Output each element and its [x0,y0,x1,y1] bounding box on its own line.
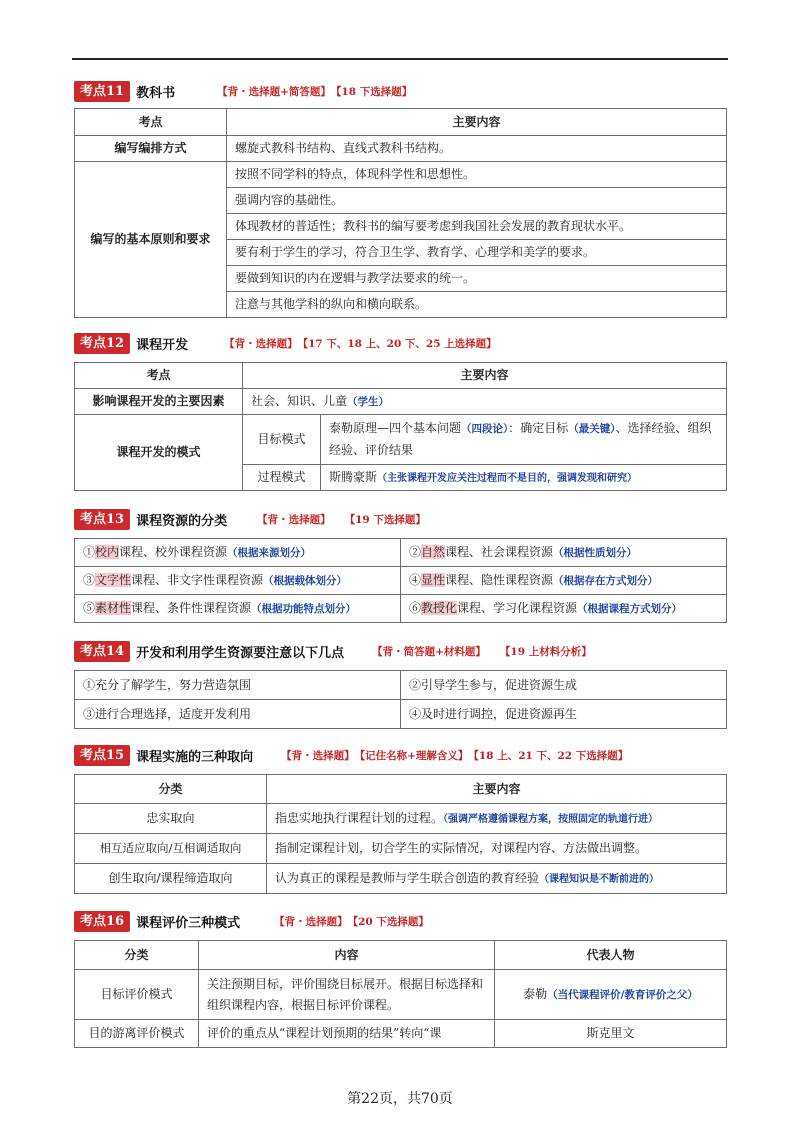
evaluation-table [74,940,727,1048]
row-person: 泰勒（当代课程评价/教育评价之父） [495,970,727,1020]
list-item: 体现教材的普适性；教科书的编写要考虑到我国社会发展的教育现状水平。 [227,214,727,240]
row-text: 螺旋式教科书结构、直线式教科书结构。 [227,136,727,162]
row-text: 社会、知识、儿童（学生） [243,389,727,415]
section-title: 开发和利用学生资源要注意以下几点 [136,645,345,661]
resource-cell: ⑤素材性课程、条件性课程资源（根据功能特点划分） [75,595,401,623]
section-11-header [74,80,412,102]
row-label: 相互适应取向/互相调适取向 [75,834,267,864]
row-label: 编写编排方式 [75,136,227,162]
section-14-header [74,640,592,662]
resource-cell: ①校内课程、校外课程资源（根据来源划分） [75,539,401,567]
section-note: 【背・选择题+简答题】 [217,85,331,98]
course-dev-table [74,362,727,491]
col-header: 分类 [75,775,267,804]
section-title: 教科书 [136,85,176,101]
row-label: 编写的基本原则和要求 [75,162,227,318]
resource-cell: ②自然课程、社会课程资源（根据性质划分） [401,539,727,567]
section-note: 【18 上、21 下、22 下选择题】 [468,749,629,762]
row-person: 斯克里文 [495,1020,727,1048]
section-note: 【背・选择题】 [257,513,331,526]
section-note: 【记住名称+理解含义】 [354,749,469,762]
mode-text: 泰勒原理—四个基本问题（四段论）：确定目标（最关键）、选择经验、组织经验、评价结果 [321,415,727,465]
top-rule [72,58,728,60]
section-13 [74,508,683,615]
section-note: 【19 上材料分析】 [499,645,592,658]
page-footer: 第22页，共70页 [347,1091,453,1107]
col-header: 主要内容 [227,109,727,136]
section-tag: 考点13 [74,509,130,530]
section-title: 课程资源的分类 [136,513,228,529]
section-tag: 考点16 [74,911,130,932]
list-item: 按照不同学科的特点，体现科学性和思想性。 [227,162,727,188]
mode-name: 过程模式 [243,465,321,491]
point-cell: ①充分了解学生，努力营造氛围 [75,671,401,700]
mode-name: 目标模式 [243,415,321,465]
row-text: 认为真正的课程是教师与学生联合创造的教育经验（课程知识是不断前进的） [267,864,727,894]
row-label: 忠实取向 [75,804,267,834]
section-note: 【背・选择题】 [274,915,348,928]
col-header: 代表人物 [495,941,727,970]
section-tag: 考点12 [74,333,130,354]
row-label: 创生取向/课程缔造取向 [75,864,267,894]
section-15-header [74,744,628,766]
row-text: 指制定课程计划，切合学生的实际情况，对课程内容、方法做出调整。 [267,834,727,864]
point-cell: ②引导学生参与，促进资源生成 [401,671,727,700]
col-header: 分类 [75,941,199,970]
resource-cell: ⑥教授化课程、学习化课程资源（根据课程方式划分） [401,595,727,623]
point-cell: ③进行合理选择，适度开发利用 [75,700,401,729]
section-11 [74,80,632,311]
resource-cell: ④显性课程、隐性课程资源（根据存在方式划分） [401,567,727,595]
col-header: 考点 [75,109,227,136]
resource-cell: ③文字性课程、非文字性课程资源（根据载体划分） [75,567,401,595]
point-cell: ④及时进行调控，促进资源再生 [401,700,727,729]
col-header: 考点 [75,363,243,389]
section-15 [74,744,660,885]
section-12-header [74,332,497,354]
col-header: 主要内容 [267,775,727,804]
section-note: 【20 下选择题】 [347,915,429,928]
list-item: 要有利于学生的学习，符合卫生学、教育学、心理学和美学的要求。 [227,240,727,266]
section-title: 课程实施的三种取向 [136,749,254,765]
section-title: 课程开发 [136,337,189,353]
section-note: 【17 下、18 上、20 下、25 上选择题】 [297,337,497,350]
section-13-header [74,508,426,530]
row-text: 指忠实地执行课程计划的过程。（强调严格遵循课程方案，按照固定的轨道行进） [267,804,727,834]
row-label: 课程开发的模式 [75,415,243,491]
student-resource-table [74,670,727,729]
list-item: 要做到知识的内在逻辑与教学法要求的统一。 [227,266,727,292]
section-note: 【背・简答题+材料题】 [372,645,486,658]
section-tag: 考点14 [74,641,130,662]
col-header: 内容 [199,941,495,970]
row-label: 目的游离评价模式 [75,1020,199,1048]
section-note: 【背・选择题】 [224,337,298,350]
col-header: 主要内容 [243,363,727,389]
textbook-table [74,108,727,318]
mode-text: 斯腾豪斯（主张课程开发应关注过程而不是目的，强调发现和研究） [321,465,727,491]
row-content: 关注预期目标，评价围绕目标展开。根据目标选择和组织课程内容，根据目标评价课程。 [199,970,495,1020]
section-16 [74,910,698,1040]
row-label: 目标评价模式 [75,970,199,1020]
row-content: 评价的重点从“课程计划预期的结果”转向“课 [199,1020,495,1048]
section-14 [74,640,592,721]
section-tag: 考点15 [74,745,130,766]
section-tag: 考点11 [74,81,130,102]
section-note: 【18 下选择题】 [330,85,413,98]
section-note: 【背・选择题】 [281,749,355,762]
implementation-table [74,774,727,894]
list-item: 注意与其他学科的纵向和横向联系。 [227,292,727,318]
row-label: 影响课程开发的主要因素 [75,389,243,415]
section-note: 【19 下选择题】 [344,513,426,526]
section-12 [74,332,712,484]
section-16-header [74,910,429,932]
section-title: 课程评价三种模式 [136,915,241,931]
list-item: 强调内容的基础性。 [227,188,727,214]
resource-table [74,538,727,623]
